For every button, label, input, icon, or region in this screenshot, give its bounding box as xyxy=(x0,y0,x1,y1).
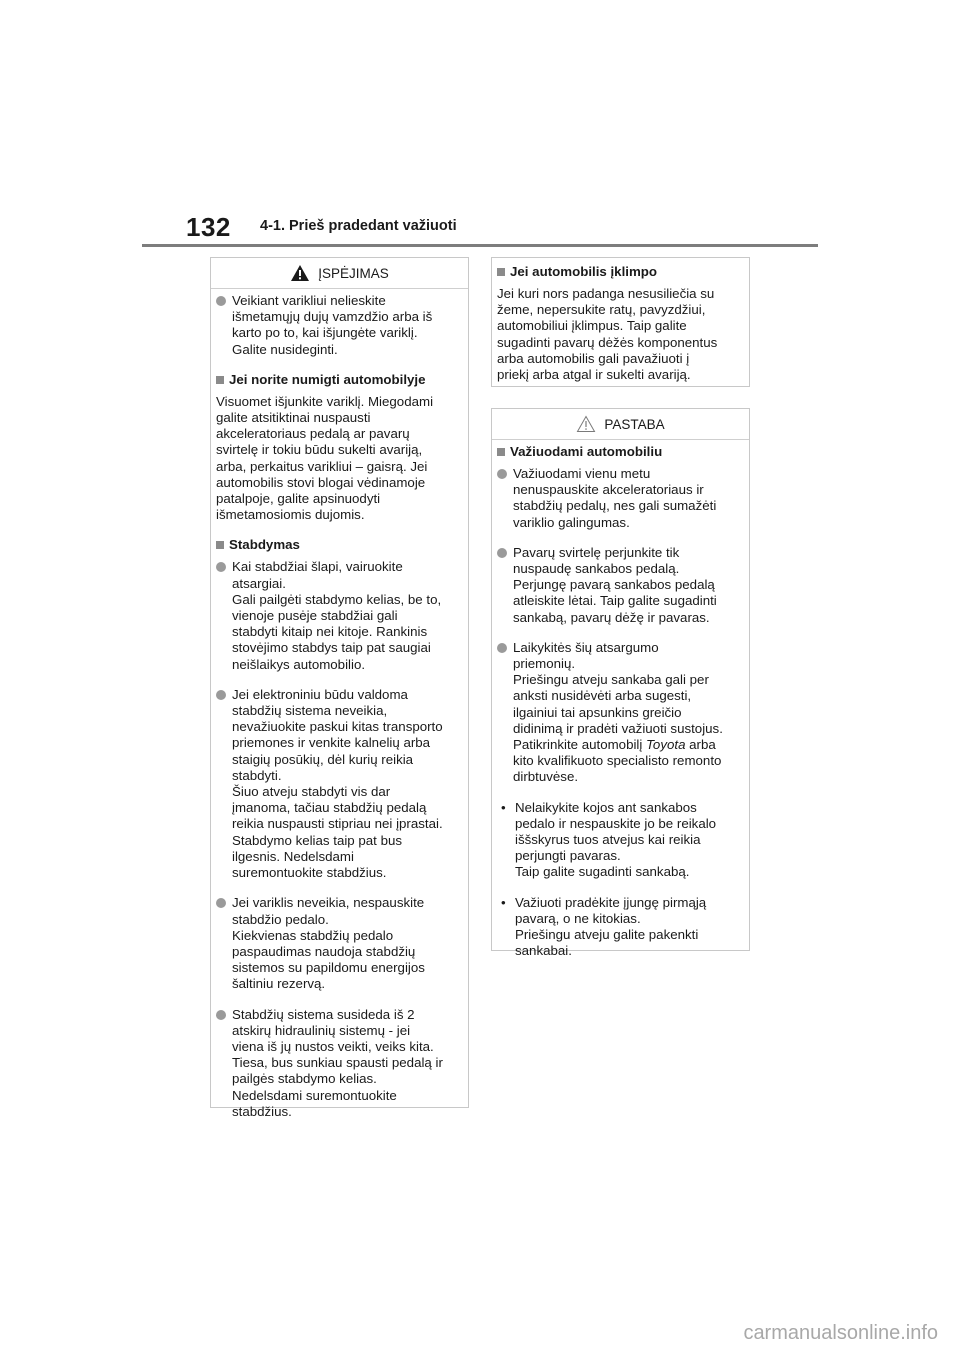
notice-header xyxy=(492,409,749,440)
square-bullet-icon xyxy=(216,376,224,384)
square-bullet-icon xyxy=(497,268,505,276)
bullet-dot-icon xyxy=(216,562,226,572)
bullet-mark: • xyxy=(501,894,506,910)
list-item: Kai stabdžiai šlapi, vairuokite atsargiai. Gali pailgėti stabdymo kelias, be to, vienoje pusėje stabdžiai gali stabdyti kitaip nei kitoje. Rankinis stovėjimo stabdys taip pat saugiai neišlaikys automobilio. xyxy=(216,559,462,672)
warning-header xyxy=(211,258,468,289)
page-number: 132 xyxy=(186,212,231,242)
warning-box xyxy=(210,257,469,1119)
list-item: • Važiuoti pradėkite įjungę pirmąją pavarą, o ne kitokias. Priešingu atveju galite pakenkti sankabai. xyxy=(497,895,743,960)
bullet-dot-icon xyxy=(497,643,507,653)
paragraph: Jei kuri nors padanga nesusiliečia su žeme, nepersukite ratų, pavyzdžiui, automobiliui įklimpus. Taip galite sugadinti pavarų dėžės komponentus arba automobilis gali pavažiuoti į priekį arba atgal ir sukelti avariją. xyxy=(497,286,718,383)
list-item: Veikiant varikliui nelieskite išmetamųjų dujų vamzdžio arba iš karto po to, kai išjungėte variklį. Galite nusideginti. xyxy=(216,293,462,358)
footer-watermark[interactable]: carmanualsonline.info xyxy=(743,1322,938,1344)
bullet-dot-icon xyxy=(216,898,226,908)
subheading: Jei norite numigti automobilyje xyxy=(216,372,462,388)
square-bullet-icon xyxy=(497,448,505,456)
list-item: Jei variklis neveikia, nespauskite stabdžio pedalo. Kiekvienas stabdžių pedalo paspaudimas naudoja stabdžių sistemos su papildomu energijos šaltiniu rezervą. xyxy=(216,895,462,992)
stuck-box xyxy=(491,257,750,387)
warning-title: ĮSPĖJIMAS xyxy=(318,265,389,281)
list-item: Jei elektroniniu būdu valdoma stabdžių sistema neveikia, nevažiuokite paskui kitas transporto priemones ir venkite kalnelių arba staigių posūkių, dėl kurių reikia stabdyti. Šiuo atveju stabdyti vis dar įmanoma, tačiau stabdžių pedalą reikia nuspausti stipriau nei įprastai. Stabdymo kelias taip pat bus ilgesnis. Nedelsdami suremontuokite stabdžius. xyxy=(216,687,462,881)
notice-title: PASTABA xyxy=(604,416,665,432)
list-item: Važiuodami vienu metu nenuspauskite akceleratoriaus ir stabdžių pedalų, nes gali sumažėti variklio galingumas. xyxy=(497,466,743,531)
list-item: Pavarų svirtelę perjunkite tik nuspaudę sankabos pedalą. Perjungę pavarą sankabos pedalą atleiskite lėtai. Taip galite sugadinti sankabą, pavarų dėžę ir pavaras. xyxy=(497,545,743,626)
warning-triangle-icon xyxy=(290,264,310,282)
bullet-dot-icon xyxy=(497,469,507,479)
list-item: • Nelaikykite kojos ant sankabos pedalo ir nespauskite jo be reikalo iššskyrus tuos atvejus kai reikia perjungti pavaras. Taip galite sugadinti sankabą. xyxy=(497,800,743,881)
subheading: Stabdymas xyxy=(216,537,462,553)
bullet-dot-icon xyxy=(216,690,226,700)
bullet-mark: • xyxy=(501,799,506,815)
paragraph: Visuomet išjunkite variklį. Miegodami galite atsitiktinai nuspausti akceleratoriaus pedalą ar pavarų svirtelę ir tokiu būdu sukelti avariją, arba, perkaitus varikliui – gaisrą. Jei automobilis stovi blogai vėdinamoje patalpoje, galite apsinuodyti išmetamosiomis dujomis. xyxy=(216,393,434,523)
section-title: 4-1. Prieš pradedant važiuoti xyxy=(260,218,457,234)
subheading: Važiuodami automobiliu xyxy=(497,444,743,460)
page-header xyxy=(0,0,960,250)
notice-box xyxy=(491,408,750,959)
list-item: Stabdžių sistema susideda iš 2 atskirų hidraulinių sistemų - jei viena iš jų nustos veikti, veiks kita. Tiesa, bus sunkiau spausti pedalą ir pailgės stabdymo kelias. Nedelsdami suremontuokite stabdžius. xyxy=(216,1007,462,1120)
header-rule xyxy=(142,244,818,247)
brand-name: Toyota xyxy=(646,737,686,753)
subheading: Jei automobilis įklimpo xyxy=(497,264,743,280)
list-item: Laikykitės šių atsargumo priemonių. Priešingu atveju sankaba gali per anksti nusidėvėti arba sugesti, ilgainiui tai apsunkins greičio didinimą ir pradėti važiuoti sustojus. Patikrinkite automobilį Toyota arba kito kvalifikuoto specialisto remonto dirbtuvėse. xyxy=(497,640,743,786)
bullet-dot-icon xyxy=(497,548,507,558)
bullet-dot-icon xyxy=(216,1010,226,1020)
square-bullet-icon xyxy=(216,541,224,549)
notice-triangle-icon xyxy=(576,415,596,433)
bullet-dot-icon xyxy=(216,296,226,306)
